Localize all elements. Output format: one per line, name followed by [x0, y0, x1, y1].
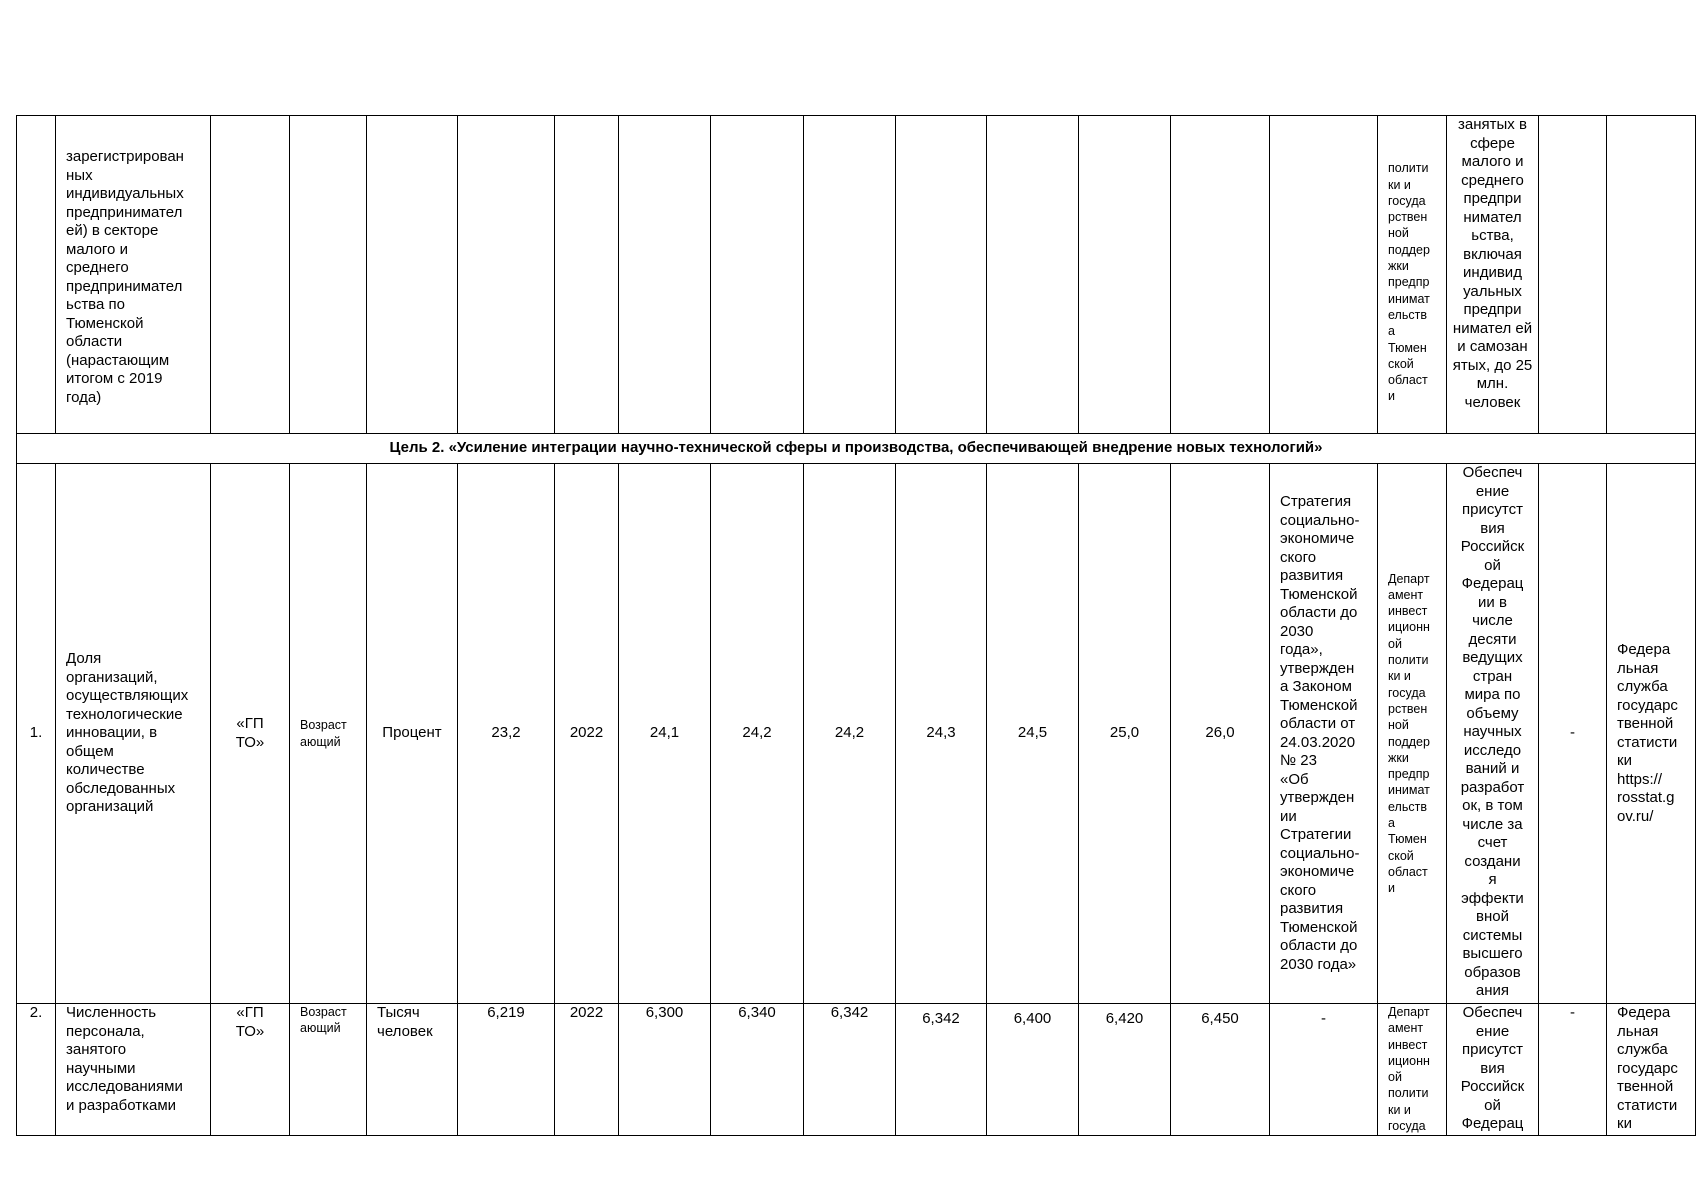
info-system-cell — [1607, 1004, 1696, 1136]
linked-cell: - — [1539, 1004, 1607, 1136]
national-goal-text: Обеспеч ение присутст вия Российск ой Федерац ии в числе десяти ведущих стран мира по объему научных исследо ваний и разработ ок, в том числе за счет создани я эффекти вной системы высшего образов ания — [1460, 464, 1525, 999]
base-year-cell: 2022 — [555, 464, 619, 1004]
responsible-text: полити ки и госуда рствен ной поддер жки предпр инимат ельств а Тюмен ской област и — [1388, 161, 1430, 404]
empty-cell — [290, 116, 367, 434]
value-cell-5: 24,5 — [987, 464, 1079, 1004]
empty-cell — [555, 116, 619, 434]
info-system-cell — [1607, 464, 1696, 1004]
national-goal-cell — [1447, 1004, 1539, 1136]
info-system-text: Федера льная служба государс твенной статисти ки — [1617, 1004, 1678, 1132]
table-row — [17, 1004, 1696, 1136]
empty-cell — [367, 116, 458, 434]
unit-cell — [367, 1004, 458, 1136]
base-value-cell: 6,219 — [458, 1004, 555, 1136]
responsible-cell — [1378, 116, 1447, 434]
value-cell-2: 6,340 — [711, 1004, 804, 1136]
empty-cell — [896, 116, 987, 434]
indicator-name: Численность персонала, занятого научными исследованиями и разработками — [66, 1004, 183, 1114]
responsible-cell — [1378, 464, 1447, 1004]
level-text: «ГП ТО» — [235, 1004, 265, 1040]
value-cell-4: 6,342 — [896, 1004, 987, 1136]
row-number: 2. — [17, 1004, 56, 1136]
empty-cell — [458, 116, 555, 434]
table-row — [17, 464, 1696, 1004]
trend-text: Возраст ающий — [300, 718, 347, 749]
document-cell — [1270, 464, 1378, 1004]
value-cell-7: 26,0 — [1171, 464, 1270, 1004]
row-number: 1. — [17, 464, 56, 1004]
trend-cell — [290, 1004, 367, 1136]
goal-header-row — [17, 434, 1696, 464]
empty-cell — [711, 116, 804, 434]
responsible-text: Департ амент инвест иционн ой полити ки и госуда рствен ной поддер жки предпр инимат ельств а Тюмен ской област и — [1388, 571, 1430, 896]
empty-cell — [619, 116, 711, 434]
document-cell: - — [1270, 1004, 1378, 1136]
value-cell-3: 6,342 — [804, 1004, 896, 1136]
empty-cell — [987, 116, 1079, 434]
value-cell-2: 24,2 — [711, 464, 804, 1004]
goal-header: Цель 2. «Усиление интеграции научно-технической сферы и производства, обеспечивающей внедрение новых технологий» — [17, 434, 1696, 464]
unit-cell: Процент — [367, 464, 458, 1004]
indicator-name: зарегистрирован ных индивидуальных предпринимател ей) в секторе малого и среднего предпринимател ьства по Тюменской области (нарастающим итогом с 2019 года) — [66, 148, 184, 406]
value-cell-5: 6,400 — [987, 1004, 1079, 1136]
linked-cell: - — [1539, 464, 1607, 1004]
num-cell — [17, 116, 56, 434]
responsible-text: Департ амент инвест иционн ой полити ки и госуда — [1388, 1005, 1430, 1134]
base-value-cell: 23,2 — [458, 464, 555, 1004]
level-cell — [211, 1004, 290, 1136]
indicator-name-cell — [56, 464, 211, 1004]
national-goal-text: занятых в сфере малого и среднего предпри нимател ьства, включая индивид уальных предпри нимател ей и самозан ятых, до 25 млн. человек — [1452, 116, 1533, 411]
empty-cell — [1079, 116, 1171, 434]
value-cell-4: 24,3 — [896, 464, 987, 1004]
empty-cell — [211, 116, 290, 434]
table-row-continuation — [17, 116, 1696, 434]
value-cell-3: 24,2 — [804, 464, 896, 1004]
national-goal-cell — [1447, 464, 1539, 1004]
value-cell-1: 6,300 — [619, 1004, 711, 1136]
indicator-name: Доля организаций, осуществляющих технологические инновации, в общем количестве обследованных организаций — [66, 650, 189, 816]
level-cell — [211, 464, 290, 1004]
base-year-cell: 2022 — [555, 1004, 619, 1136]
value-cell-7: 6,450 — [1171, 1004, 1270, 1136]
empty-cell — [1607, 116, 1696, 434]
national-goal-text: Обеспеч ение присутст вия Российск ой Федерац — [1460, 1004, 1525, 1132]
national-goal-cell — [1447, 116, 1539, 434]
info-system-text: Федера льная служба государс твенной статисти ки https:// rosstat.g ov.ru/ — [1617, 641, 1678, 825]
empty-cell — [1270, 116, 1378, 434]
document-text: Стратегия социально- экономиче ского развития Тюменской области до 2030 года», утвержден а Законом Тюменской области от 24.03.2020 № 23 «Об утвержден ии Стратегии социально- экономиче ского развития Тюменской области до 2030 года» — [1280, 493, 1360, 973]
indicator-name-cell — [56, 116, 211, 434]
level-text: «ГП ТО» — [235, 715, 265, 751]
responsible-cell — [1378, 1004, 1447, 1136]
trend-text: Возраст ающий — [300, 1005, 347, 1036]
value-cell-6: 25,0 — [1079, 464, 1171, 1004]
trend-cell — [290, 464, 367, 1004]
empty-cell — [1171, 116, 1270, 434]
indicators-table — [16, 115, 1696, 1136]
empty-cell — [804, 116, 896, 434]
indicator-name-cell — [56, 1004, 211, 1136]
unit-text: Тысяч человек — [377, 1004, 433, 1040]
empty-cell — [1539, 116, 1607, 434]
value-cell-1: 24,1 — [619, 464, 711, 1004]
value-cell-6: 6,420 — [1079, 1004, 1171, 1136]
